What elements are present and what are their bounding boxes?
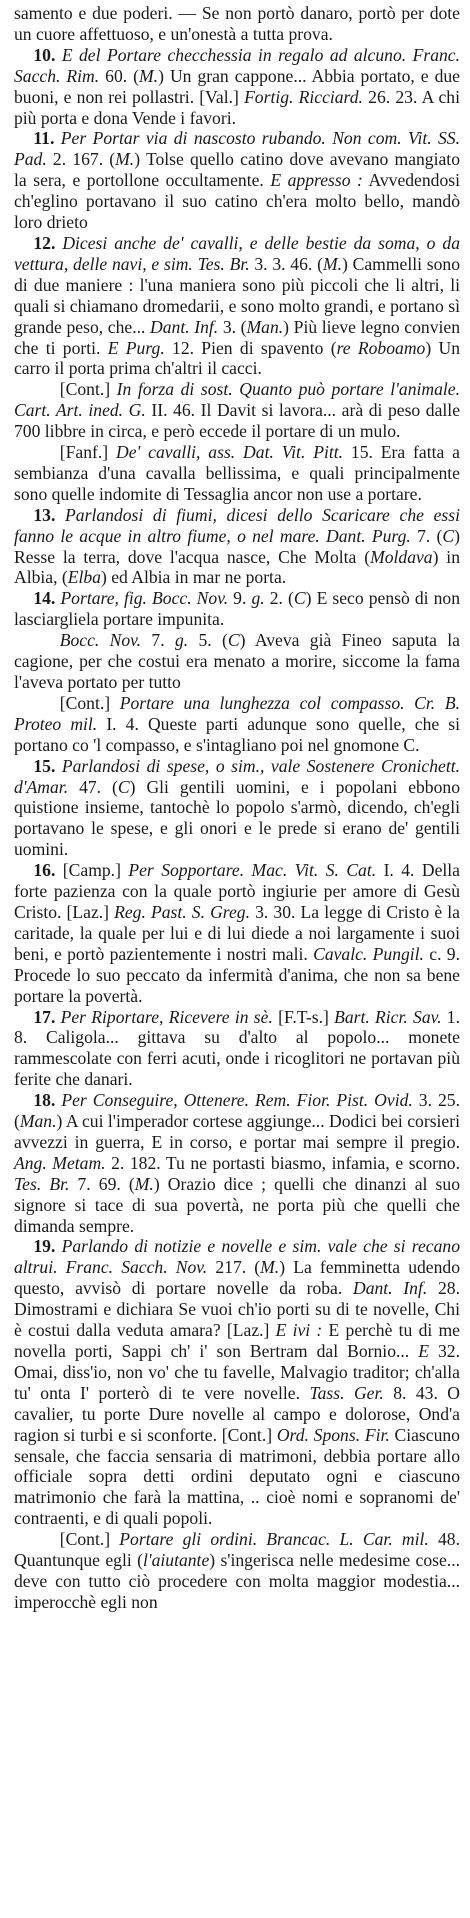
p14-run: 14. bbox=[33, 588, 56, 609]
sense-18 bbox=[14, 1090, 460, 1236]
p14-run: ) E seco pensò di non lasciargliela portare impunita. bbox=[14, 588, 461, 630]
p12-run: 3. ( bbox=[218, 316, 247, 337]
p14-run: C bbox=[293, 588, 306, 609]
p18-run: 7. 69. ( bbox=[69, 1173, 135, 1194]
sense-15 bbox=[14, 756, 460, 861]
p17-run: 1. 8. Caligola... gittava su d'alto al popolo... monete rammescolate con ferri acuti, onde i ricoglitori ne portavan più ferite che danari. bbox=[14, 1006, 460, 1090]
p14b-run: ) Aveva già Fineo saputa la cagione, per che costui era menato a morire, siccome la fama l'aveva portato per tutto bbox=[14, 630, 460, 692]
p12-run: Man. bbox=[246, 316, 284, 337]
p14b-run: 7. bbox=[141, 630, 175, 651]
p15-run: ) Gli gentili uomini, e i popolani ebbono quistione insieme, tantochè lo popolo s'armò, dicendo, ch'egli portavano le spese, e gli onori e le prede si erano de' gentili uomini. bbox=[14, 776, 460, 860]
p13-run: ) ed Albia in mar ne porta. bbox=[100, 567, 287, 588]
p19-run: Ciascuno sensale, che faccia sensaria di matrimoni, debbia portare allo officiale sopra detti ordini deputato ogni e ciascuno matrimonio che farà la mattina, .. cioè nomi e sopranomi de' contraenti, e di quali popoli. bbox=[14, 1424, 460, 1529]
p14b-run: 5. ( bbox=[188, 630, 228, 651]
p13-run: Elba bbox=[67, 567, 101, 588]
p14-run: 9. bbox=[228, 588, 252, 609]
p18-run: Ang. Metam. bbox=[14, 1152, 106, 1173]
p12-run: E Purg. bbox=[107, 337, 165, 358]
p18-run: Tes. Br. bbox=[14, 1173, 70, 1194]
p10-run: 26. 23. A chi più porta e dona Vende i favori. bbox=[14, 86, 460, 128]
p10-run: Fortig. Ricciard. bbox=[244, 86, 363, 107]
p17-run: Per Riportare, Ricevere in sè. bbox=[60, 1006, 273, 1027]
p19-run: 217. ( bbox=[207, 1257, 261, 1278]
pcont1-run: In forza di sost. Quanto può portare l'animale. Cart. Art. ined. G. bbox=[14, 379, 460, 421]
p12-run: ) Un carro il porta prima ch'altri il cacci. bbox=[14, 337, 460, 379]
p19-run: E perchè tu di me novella porti, Sappi ch' i' son Bertram dal Bornio... bbox=[14, 1320, 460, 1361]
p12-run: 12. Pien di spavento ( bbox=[164, 337, 337, 358]
p13-run: 13. bbox=[33, 504, 56, 525]
p19-run: 8. 43. O cavalier, tu porte Dure novelle al campo e dolorose, Ond'a ragion si turbi e si sconforte. [Cont.] bbox=[14, 1382, 461, 1445]
p11-run: Per Portar via di nascosto rubando. Non com. Vit. SS. Pad. bbox=[14, 128, 460, 170]
p16-run: 3. 30. La legge di Cristo è la caritade, la quale per lui e di lui diede a noi largamente i suoi beni, e portò pazientemente i nostri mali. bbox=[14, 901, 460, 964]
p11-run: M. bbox=[115, 149, 135, 170]
pfanf-run: De' cavalli, ass. Dat. Vit. Pitt. bbox=[116, 442, 344, 463]
p13-run: C bbox=[442, 525, 455, 546]
p19-run: Tass. Ger. bbox=[309, 1382, 384, 1403]
p19-run: Parlando di notizie e novelle e sim. vale che si recano altrui. Franc. Sacch. Nov. bbox=[14, 1236, 460, 1278]
p19-run: M. bbox=[260, 1257, 280, 1278]
p11-run: ) Tolse quello catino dove avevano mangiato la sera, e portollone occultamente. bbox=[14, 149, 460, 191]
p19-run: ) La femminetta udendo questo, avvisò di portare novelle da roba. bbox=[14, 1257, 460, 1299]
pcont1-run: II. 46. Il Davit si lavora... arà di peso dalle 700 libbre in circa, e però eccede il portare di un mulo. bbox=[14, 400, 460, 442]
p19-run: E bbox=[418, 1341, 429, 1361]
p16-run: Cavalc. Pungil. bbox=[313, 943, 424, 964]
p16-run: 16. bbox=[33, 860, 56, 881]
pfanf-run: 15. Era fatta a sembianza d'una cavalla bellissima, e quali principalmente sono quelle indomite di Tessaglia ancor non use a portare. bbox=[14, 442, 460, 504]
p19-run: Ord. Spons. Fir. bbox=[276, 1424, 390, 1445]
p19-run: 28. Dimostrami e dichiara Se vuoi ch'io porti su di te novelle, Chi è costui dalla veduta amara? [Laz.] bbox=[14, 1278, 460, 1341]
p19-run: E ivi : bbox=[275, 1320, 323, 1341]
p17-run: Bart. Ricr. Sav. bbox=[334, 1006, 442, 1027]
p14b-run: C bbox=[227, 630, 240, 651]
sense-16 bbox=[14, 860, 460, 1006]
sense-10 bbox=[14, 45, 460, 129]
p11-run: E appresso : bbox=[270, 170, 363, 191]
p14-run: Portare, fig. Bocc. Nov. bbox=[60, 588, 229, 609]
p13-run: Moldava bbox=[370, 546, 433, 567]
pcont3-run: 48. Quantunque egli ( bbox=[14, 1529, 461, 1571]
p12-run: Dant. Inf. bbox=[150, 316, 219, 337]
p11-run: Avvedendosi ch'eglino portavano il suo catino ch'era molto bello, mandò loro drieto bbox=[14, 170, 460, 233]
paragraph-continuation bbox=[14, 3, 460, 45]
pcont3-run: ) s'ingerisca nelle medesime cose... deve con tutto ciò procedere con molta maggior modestia... imperocchè egli non bbox=[14, 1550, 461, 1612]
p11-run: 2. 167. ( bbox=[46, 149, 116, 170]
p18-run: Per Conseguire, Ottenere. Rem. Fior. Pist. Ovid. bbox=[61, 1090, 413, 1111]
p13-run: ) in Albia, ( bbox=[14, 546, 460, 588]
p10-run: M. bbox=[139, 65, 159, 86]
pcont2-run: I. 4. Queste parti adunque sono quelle, che si portano co 'l compasso, e s'intagliano poi nel gnomone C. bbox=[14, 713, 461, 755]
sense-14-example bbox=[14, 630, 460, 693]
p10-run: ) Un gran cappone... Abbia portato, e due buoni, e non rei pollastri. [Val.] bbox=[14, 65, 460, 107]
pcont1-run: [Cont.] bbox=[59, 379, 117, 400]
p12-run: M. bbox=[322, 253, 342, 274]
p11-run: 11. bbox=[33, 128, 55, 149]
sense-19 bbox=[14, 1236, 460, 1529]
cont-note-1 bbox=[14, 379, 460, 442]
p16-run: Reg. Past. S. Greg. bbox=[114, 901, 250, 922]
p14-run: g. bbox=[251, 588, 265, 609]
p18-run: ) A cui l'imperador cortese aggiunge... Dodici bei corsieri avvezzi in guerra, E in corso, e portar mai sempre il pregio. bbox=[14, 1111, 460, 1152]
pcont3-run: Portare gli ordini. Brancac. L. Car. mil. bbox=[119, 1529, 429, 1550]
p18-run: M. bbox=[134, 1173, 154, 1194]
pcont2-run: Portare una lunghezza col compasso. Cr. B. Proteo mil. bbox=[14, 692, 461, 734]
sense-13 bbox=[14, 505, 460, 589]
p17-run: [F.T-s.] bbox=[272, 1006, 335, 1027]
p13-run: ) Resse la terra, dove l'acqua nasce, Che Molta ( bbox=[14, 525, 460, 567]
p19-run: Dant. Inf. bbox=[352, 1278, 428, 1299]
p15-run: 47. ( bbox=[68, 776, 118, 797]
p17-run: 17. bbox=[33, 1006, 56, 1027]
p19-run: 19. bbox=[33, 1236, 56, 1257]
fanf-note bbox=[14, 442, 460, 505]
p14b-run: Bocc. Nov. bbox=[59, 630, 142, 651]
p16-run: I. 4. Della forte pazienza con la quale portò ingiurie per amore di Gesù Cristo. [Laz.] bbox=[14, 860, 460, 922]
p10-run: E del Portare checchessia in regalo ad alcuno. Franc. Sacch. Rim. bbox=[14, 44, 460, 86]
p0-run: samento e due poderi. — Se non portò danaro, portò per dote un cuore affettuoso, e un'onestà a tutta prova. bbox=[14, 3, 460, 44]
p18-run: 2. 182. Tu ne portasti biasmo, infamia, e scorno. bbox=[105, 1152, 460, 1173]
cont-note-2 bbox=[14, 693, 460, 756]
p14b-run: g. bbox=[174, 630, 189, 651]
sense-17 bbox=[14, 1007, 460, 1091]
p15-run: 15. bbox=[33, 755, 56, 776]
p12-run: 3. 3. 46. ( bbox=[249, 253, 323, 274]
p18-run: ) Orazio dice ; quelli che dinanzi al suo signore si tace di sua povertà, ne porta più che quelli che dimanda sempre. bbox=[14, 1173, 460, 1236]
p12-run: Dicesi anche de' cavalli, e delle bestie da soma, o da vettura, delle navi, e sim. Tes. Br. bbox=[14, 232, 460, 274]
p10-run: 60. ( bbox=[99, 65, 140, 86]
sense-12 bbox=[14, 233, 460, 379]
sense-14 bbox=[14, 588, 460, 630]
p14-run: 2. ( bbox=[264, 588, 294, 609]
p12-run: ) Cammelli sono di due maniere : l'una maniera sono più piccoli che li altri, li quali si chiamano dromedarii, e sono molto grandi, e portano sì grande peso, che... bbox=[14, 253, 461, 337]
pcont3-run: [Cont.] bbox=[59, 1529, 120, 1550]
pcont2-run: [Cont.] bbox=[59, 692, 120, 713]
p13-run bbox=[55, 505, 65, 525]
p12-run: re Roboamo bbox=[336, 337, 426, 358]
p12-run: ) Più lieve legno convien che ti porti. bbox=[14, 316, 460, 358]
p12-run: 12. bbox=[33, 232, 56, 253]
p18-run: Man. bbox=[19, 1111, 57, 1132]
pcont3-run: l'aiutante bbox=[142, 1550, 210, 1571]
cont-note-3 bbox=[14, 1529, 460, 1613]
p13-run: Parlandosi di fiumi, dicesi dello Scaricare che essi fanno le acque in altro fiume, o nel mare. Dant. Purg. bbox=[14, 504, 460, 546]
sense-11 bbox=[14, 128, 460, 233]
p16-run: [Camp.] bbox=[55, 860, 129, 881]
p15-run: Parlandosi di spese, o sim., vale Sostenere Cronichett. d'Amar. bbox=[14, 755, 461, 797]
p19-run: 32. Omai, diss'io, non vo' che tu favelle, Malvagio traditor; ch'alla tu' onta I' porterò di te vere novelle. bbox=[14, 1341, 461, 1403]
p15-run: C bbox=[117, 776, 130, 797]
p18-run: 3. 25. ( bbox=[14, 1090, 460, 1132]
p13-run: 7. ( bbox=[410, 525, 443, 546]
p10-run: 10. bbox=[33, 44, 56, 65]
pfanf-run: [Fanf.] bbox=[59, 442, 116, 463]
p18-run: 18. bbox=[33, 1090, 56, 1111]
p16-run: Per Sopportare. Mac. Vit. S. Cat. bbox=[128, 860, 377, 881]
p16-run: c. 9. Procede lo suo peccato da infermità d'anima, che non sa bene portare la povertà. bbox=[14, 943, 461, 1006]
